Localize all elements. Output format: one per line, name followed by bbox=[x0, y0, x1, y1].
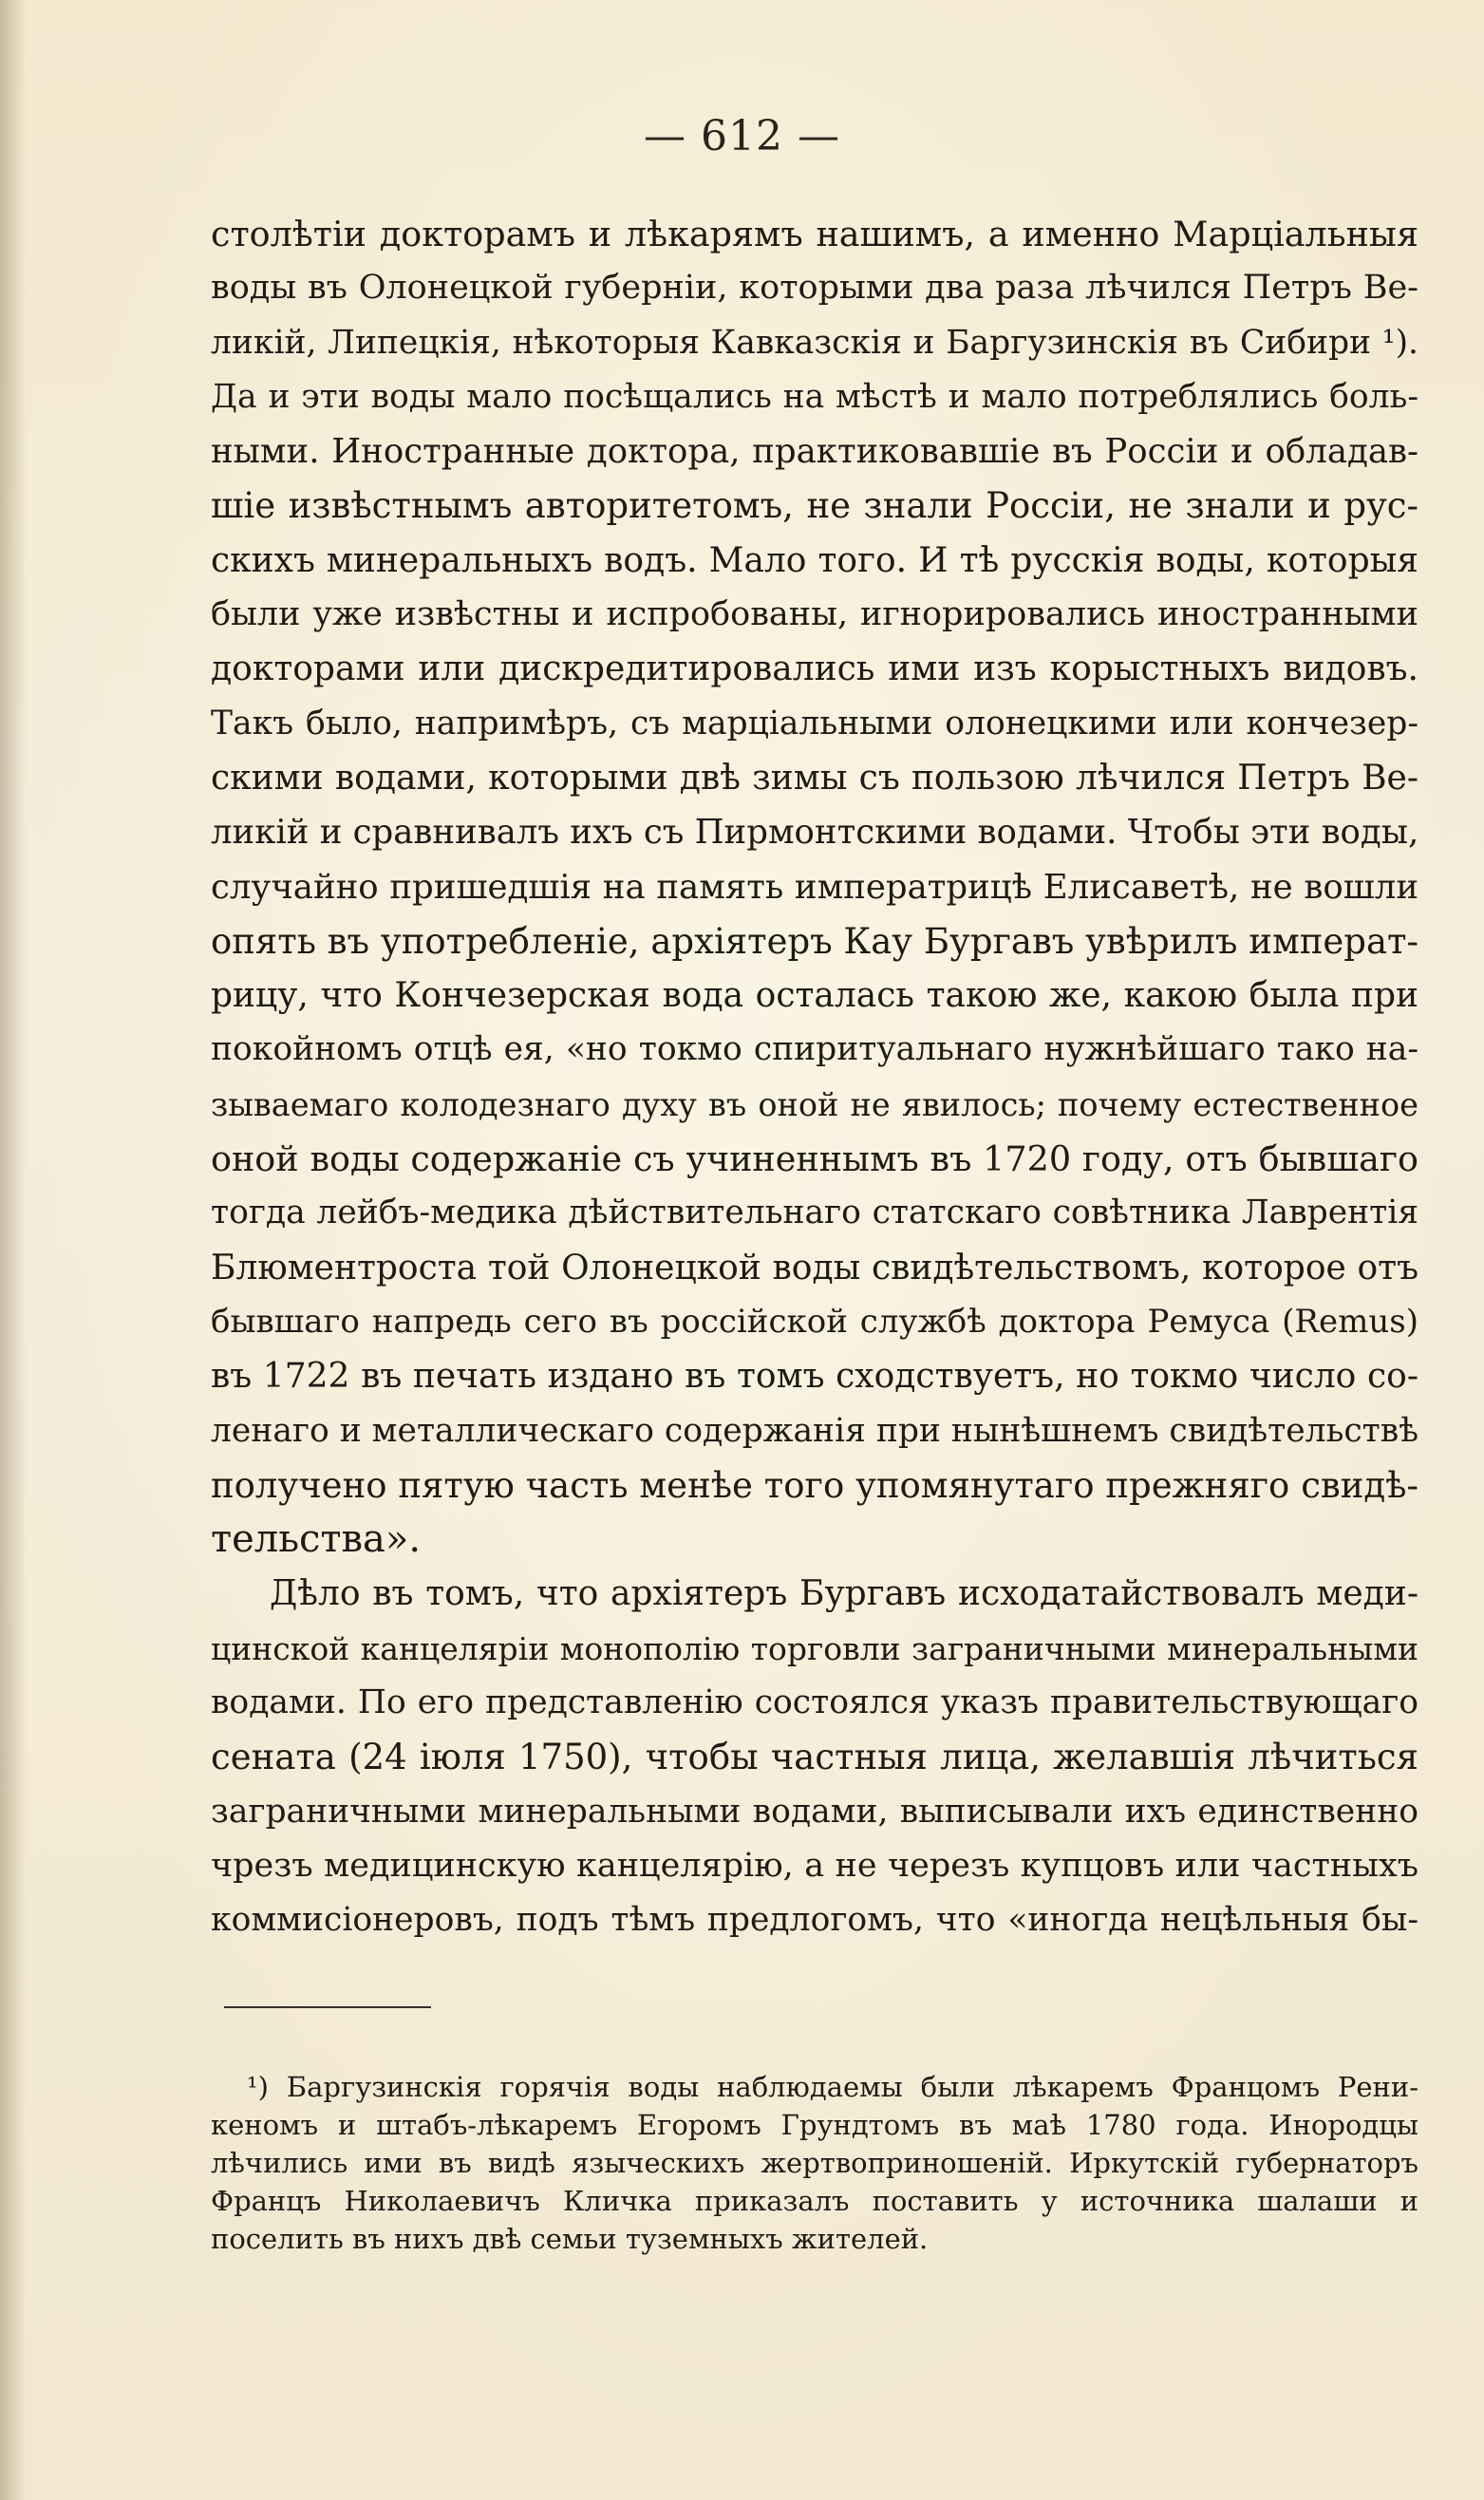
text-line: заграничными минеральными водами, выписывали ихъ единственно bbox=[211, 1792, 1418, 1831]
text-line: тельства». bbox=[211, 1517, 422, 1562]
text-line: покойномъ отцѣ ея, «но токмо спиритуальнаго нужнѣйшаго тако на- bbox=[211, 1030, 1418, 1069]
text-line: скими водами, которыми двѣ зимы съ пользою лѣчился Петръ Ве- bbox=[211, 758, 1418, 798]
text-line: ными. Иностранные доктора, практиковавшіе въ Россіи и обладав- bbox=[211, 432, 1418, 472]
text-line: сената (24 іюля 1750), чтобы частныя лица, желавшія лѣчиться bbox=[211, 1737, 1418, 1778]
text-line: бывшаго напредь сего въ россійской службѣ доктора Ремуса (Remus) bbox=[211, 1302, 1418, 1341]
text-line: столѣтіи докторамъ и лѣкарямъ нашимъ, а именно Марціальныя bbox=[211, 214, 1418, 254]
footnote-line: лѣчились ими въ видѣ языческихъ жертвоприношеній. Иркутскій губернаторъ bbox=[211, 2147, 1418, 2179]
page-number: — 612 — bbox=[644, 112, 840, 160]
footnote bbox=[211, 2068, 1418, 2258]
text-line: рицу, что Кончезерская вода осталась такою же, какою была при bbox=[211, 976, 1418, 1016]
text-line: оной воды содержаніе съ учиненнымъ въ 1720 году, отъ бывшаго bbox=[211, 1138, 1418, 1180]
text-line: шіе извѣстнымъ авторитетомъ, не знали Россіи, не знали и рус- bbox=[211, 485, 1418, 527]
footnote-line: ¹) Баргузинскія горячія воды наблюдаемы были лѣкаремъ Францомъ Рени- bbox=[247, 2071, 1418, 2103]
text-line: зываемаго колодезнаго духу въ оной не явилось; почему естественное bbox=[211, 1085, 1418, 1123]
text-line: случайно пришедшія на память императрицѣ Елисаветѣ, не вошли bbox=[211, 867, 1418, 907]
text-line: Да и эти воды мало посѣщались на мѣстѣ и мало потреблялись боль- bbox=[211, 377, 1418, 416]
main-text bbox=[211, 207, 1418, 1948]
paragraph-2 bbox=[211, 1567, 1418, 1947]
text-line: воды въ Олонецкой губерніи, которыми два раза лѣчился Петръ Ве- bbox=[211, 269, 1418, 308]
text-line: тогда лейбъ-медика дѣйствительнаго статскаго совѣтника Лаврентія bbox=[211, 1194, 1418, 1232]
paragraph-1 bbox=[211, 207, 1418, 1567]
text-line: получено пятую часть менѣе того упомянутаго прежняго свидѣ- bbox=[211, 1464, 1418, 1506]
text-line: Дѣло въ томъ, что архіятеръ Бургавъ исходатайствовалъ меди- bbox=[270, 1574, 1418, 1614]
footnote-line: кеномъ и штабъ-лѣкаремъ Егоромъ Грундтомъ въ маѣ 1780 года. Инородцы bbox=[211, 2109, 1418, 2141]
text-line: были уже извѣстны и испробованы, игнорировались иностранными bbox=[211, 595, 1418, 634]
text-line: чрезъ медицинскую канцелярію, а не черезъ купцовъ или частныхъ bbox=[211, 1846, 1418, 1885]
text-line: водами. По его представленію состоялся указъ правительствующаго bbox=[211, 1683, 1418, 1722]
text-line: ленаго и металлическаго содержанія при нынѣшнемъ свидѣтельствѣ bbox=[211, 1411, 1418, 1450]
text-line: скихъ минеральныхъ водъ. Мало того. И тѣ русскія воды, которыя bbox=[211, 540, 1418, 580]
text-line: опять въ употребленіе, архіятеръ Кау Бургавъ увѣрилъ императ- bbox=[211, 920, 1418, 962]
footnote-line: поселить въ нихъ двѣ семьи туземныхъ жителей. bbox=[211, 2223, 929, 2255]
text-line: цинской канцеляріи монополію торговли заграничными минеральными bbox=[211, 1629, 1418, 1667]
text-line: Такъ было, напримѣръ, съ марціальными олонецкими или кончезер- bbox=[211, 704, 1418, 742]
footnote-line: Францъ Николаевичъ Кличка приказалъ поставить у источника шалаши и bbox=[211, 2185, 1418, 2217]
text-line: ликій и сравнивалъ ихъ съ Пирмонтскими водами. Чтобы эти воды, bbox=[211, 813, 1419, 853]
text-line: ликій, Липецкія, нѣкоторыя Кавказскія и Баргузинскія въ Сибири ¹). bbox=[211, 323, 1418, 362]
text-line: докторами или дискредитировались ими изъ корыстныхъ видовъ. bbox=[211, 649, 1418, 689]
text-line: Блюментроста той Олонецкой воды свидѣтельствомъ, которое отъ bbox=[211, 1248, 1418, 1288]
text-line: коммисіонеровъ, подъ тѣмъ предлогомъ, что «иногда нецѣльныя бы- bbox=[211, 1901, 1418, 1940]
footnote-divider bbox=[224, 2006, 431, 2008]
text-line: въ 1722 въ печать издано въ томъ сходствуетъ, но токмо число со- bbox=[211, 1357, 1418, 1397]
